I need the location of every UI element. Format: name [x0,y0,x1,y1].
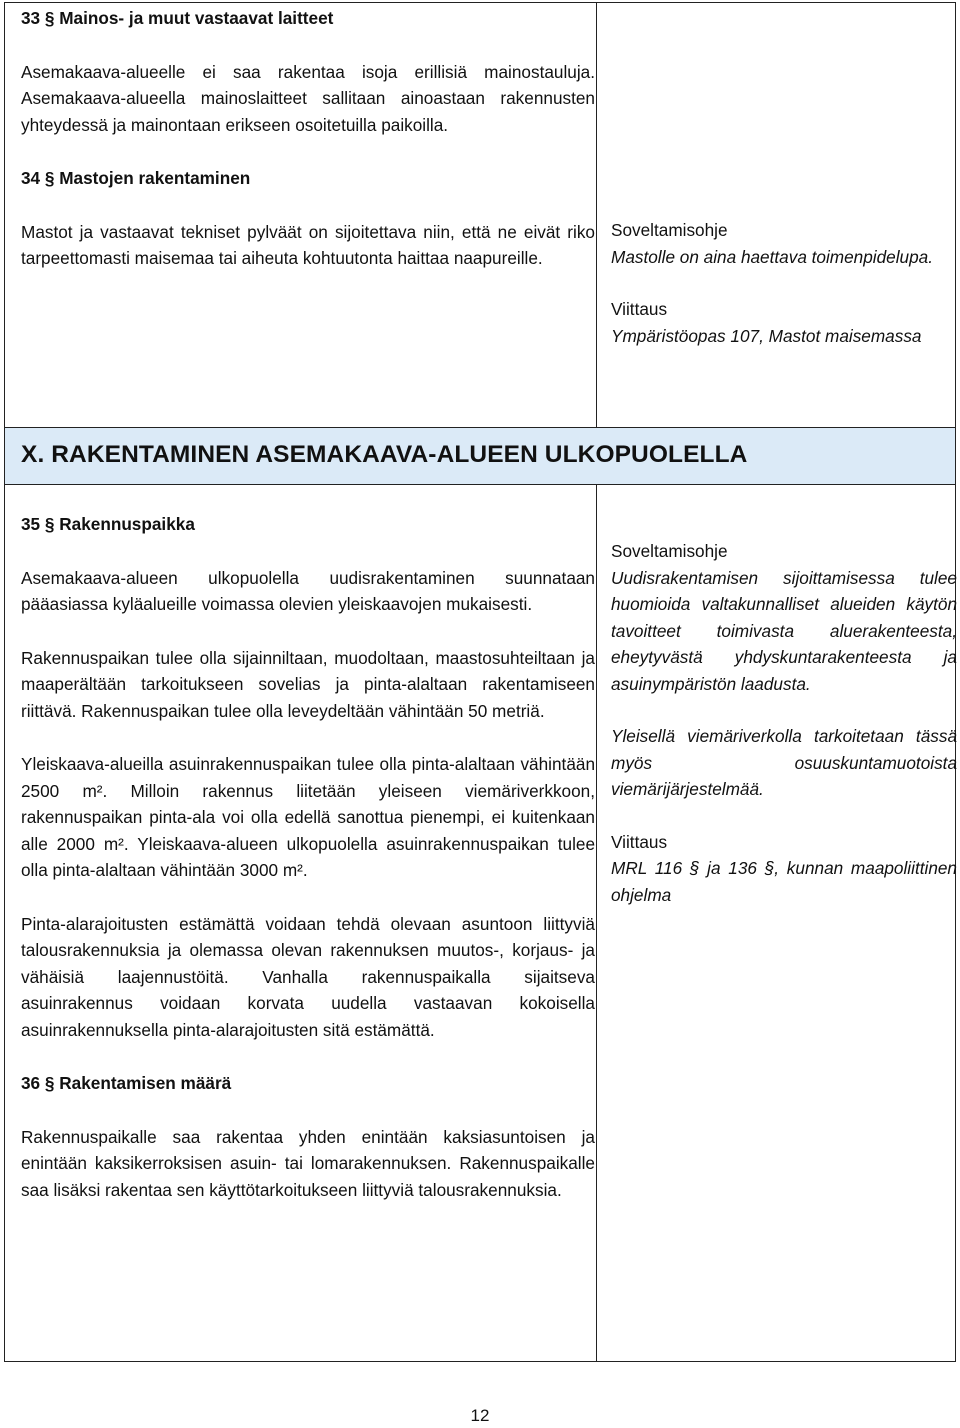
section-36-title: 36 § Rakentamisen määrä [21,1073,232,1093]
table-row-sections-35-36 [4,484,956,1362]
reference-label: Viittaus [611,831,668,852]
section-34-title: 34 § Mastojen rakentaminen [21,168,251,188]
guideline-text-1: Uudisrakentamisen sijoittamisessa tulee huomioida valtakunnalliset alueiden käytön tavoitteet toimivasta aluerakenteesta, eheytyvästä yhdyskuntarakenteesta ja asuinympäristön laadusta. [611,567,957,694]
section-33-title: 33 § Mainos- ja muut vastaavat laitteet [21,8,334,28]
section-35-paragraph-2: Rakennuspaikan tulee olla sijainniltaan, muodoltaan, maastosuhteiltaan ja maaperältään tarkoitukseen sovelias ja pinta-alaltaan rakentamiseen riittävä. Rakennuspaikan tulee olla leveydeltään vähintään 50 metriä. [21,647,595,721]
right-column [611,217,957,349]
reference-text: Ympäristöopas 107, Mastot maisemassa [611,325,922,346]
left-column [21,5,595,272]
table-row-sections-33-34 [4,2,956,428]
reference-text: MRL 116 § ja 136 §, kunnan maapoliittinen ohjelma [611,858,957,905]
section-35-paragraph-4: Pinta-alarajoitusten estämättä voidaan tehdä olevaan asuntoon liittyviä talousrakennuksia ja olemassa olevan rakennuksen muutos-, korjaus- ja vähäisiä laajennustöitä. Vanhalla rakennuspaikalla sijaitseva asuinrakennus voidaan korvata uudella vastaavan kokoisella asuinrakennuksella pinta-alarajoitusten sitä estämättä. [21,913,595,1040]
section-33-text: Asemakaava-alueelle ei saa rakentaa isoja erillisiä mainostauluja. Asemakaava-alueella mainoslaitteet sallitaan ainoastaan rakennusten yhteydessä ja mainontaan erikseen osoitetuilla paikoilla. [21,61,595,135]
page-number: 12 [470,1406,490,1425]
right-column [611,538,957,908]
guideline-label: Soveltamisohje [611,541,728,561]
section-35-paragraph-3: Yleiskaava-alueilla asuinrakennuspaikan tulee olla pinta-alaltaan vähintään 2500 m². Milloin rakennus liitetään yleiseen viemäriverkkoon, rakennuspaikan pinta-ala voi olla edellä sanottua pienempi, ei kuitenkaan alle 2000 m². Yleiskaava-alueen ulkopuolella asuinrakennuspaikan tulee olla pinta-alaltaan vähintään 3000 m². [21,754,595,880]
section-35-paragraph-1: Asemakaava-alueen ulkopuolella uudisrakentaminen suunnataan pääasiassa kyläalueille voimassa olevien yleiskaavojen mukaisesti. [21,567,595,614]
section-36-text: Rakennuspaikalle saa rakentaa yhden enintään kaksiasuntoisen ja enintään kaksikerroksisen asuin- tai lomarakennuksen. Rakennuspaikalle saa lisäksi rakentaa sen käyttötarkoitukseen liittyviä talousrakennuksia. [21,1126,595,1200]
guideline-label: Soveltamisohje [611,220,728,240]
chapter-heading-band [4,427,956,485]
section-35-title: 35 § Rakennuspaikka [21,514,195,534]
reference-label: Viittaus [611,299,668,319]
guideline-text: Mastolle on aina haettava toimenpidelupa. [611,246,934,267]
guideline-text-2: Yleisellä viemäriverkolla tarkoitetaan tässä myös osuuskuntamuotoista viemärijärjestelmää. [611,726,957,799]
column-divider [596,3,597,427]
column-divider [596,485,597,1361]
chapter-title: X. RAKENTAMINEN ASEMAKAAVA-ALUEEN ULKOPUOLELLA [21,441,748,468]
left-column [21,511,595,1203]
section-34-text: Mastot ja vastaavat tekniset pylväät on sijoitettava niin, että ne eivät riko tarpeettomasti maisemaa tai aiheuta kohtuutonta haittaa naapureille. [21,221,595,268]
